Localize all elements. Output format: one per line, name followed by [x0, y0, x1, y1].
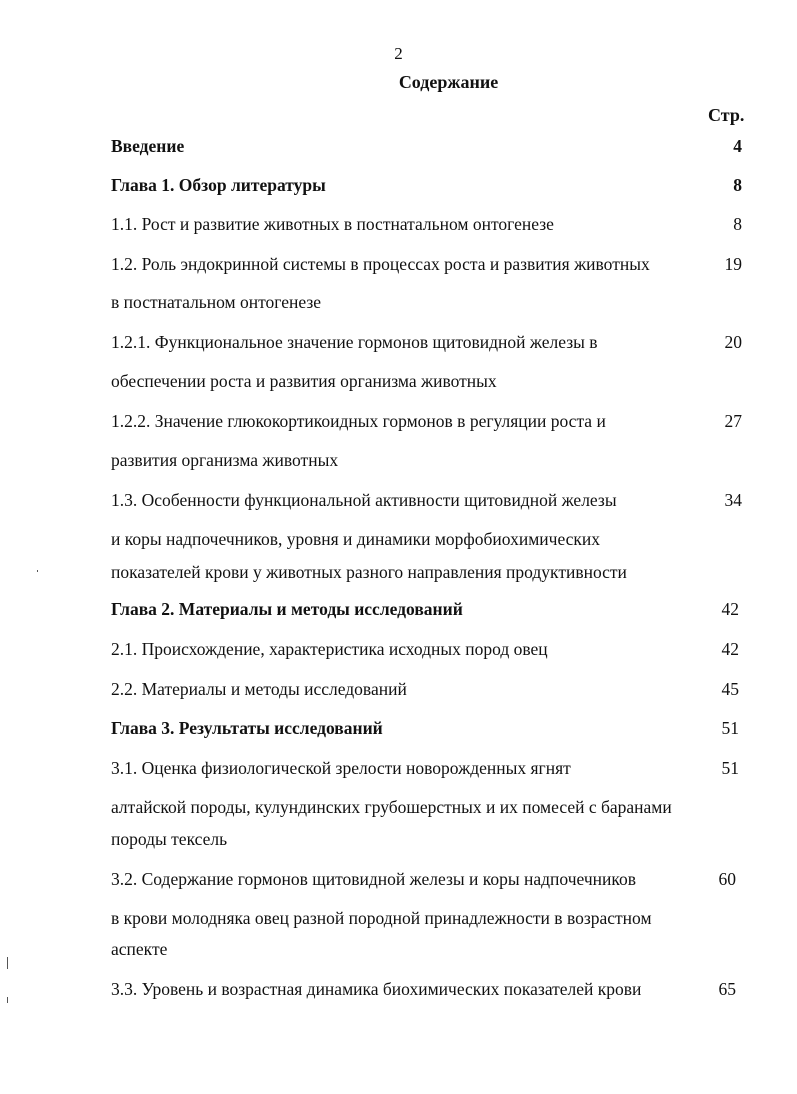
toc-page-3-1: 51: [721, 758, 739, 778]
toc-entry-1-2-line-2: в постнатальном онтогенезе: [111, 292, 322, 312]
toc-entry-3-1-line-2: алтайской породы, кулундинских грубошерстных и их помесей с баранами: [111, 797, 672, 817]
toc-entry-chapter-2: Глава 2. Материалы и методы исследований: [111, 599, 463, 619]
toc-entry-1-2-2-line-1: 1.2.2. Значение глюкокортикоидных гормонов в регуляции роста и: [111, 411, 606, 431]
toc-page-1-3: 34: [724, 490, 742, 510]
toc-entry-1-2-2-line-2: развития организма животных: [111, 450, 339, 470]
toc-entry-intro: Введение: [111, 136, 185, 156]
toc-entry-1-3-line-2: и коры надпочечников, уровня и динамики морфобиохимических: [111, 529, 601, 549]
toc-entry-1-2-line-1: 1.2. Роль эндокринной системы в процессах роста и развития животных: [111, 254, 650, 274]
scan-mark: [37, 570, 38, 572]
toc-page-2-2: 45: [721, 679, 739, 699]
toc-entry-1-2-1-line-1: 1.2.1. Функциональное значение гормонов щитовидной железы в: [111, 332, 598, 352]
toc-entry-1-2-1-line-2: обеспечении роста и развития организма животных: [111, 371, 497, 391]
toc-entry-chapter-1: Глава 1. Обзор литературы: [111, 175, 326, 195]
toc-page-intro: 4: [733, 136, 742, 156]
toc-entry-3-2-line-2: в крови молодняка овец разной породной принадлежности в возрастном: [111, 908, 652, 928]
toc-entry-3-3: 3.3. Уровень и возрастная динамика биохимических показателей крови: [111, 979, 642, 999]
scan-mark: [7, 957, 8, 969]
toc-entry-3-1-line-1: 3.1. Оценка физиологической зрелости новорожденных ягнят: [111, 758, 571, 778]
toc-page-1-2: 19: [724, 254, 742, 274]
toc-page-chapter-2: 42: [721, 599, 739, 619]
toc-entry-2-2: 2.2. Материалы и методы исследований: [111, 679, 407, 699]
toc-page-2-1: 42: [721, 639, 739, 659]
toc-entry-3-1-line-3: породы тексель: [111, 829, 228, 849]
page-column-header: Стр.: [708, 105, 745, 125]
toc-page-chapter-1: 8: [733, 175, 742, 195]
toc-page-1-1: 8: [733, 214, 742, 234]
toc-page-3-2: 60: [718, 869, 736, 889]
toc-page-3-3: 65: [718, 979, 736, 999]
toc-page-1-2-1: 20: [724, 332, 742, 352]
toc-entry-1-3-line-3: показателей крови у животных разного направления продуктивности: [111, 562, 627, 582]
page-number: 2: [394, 44, 403, 63]
toc-entry-2-1: 2.1. Происхождение, характеристика исходных пород овец: [111, 639, 548, 659]
toc-entry-3-2-line-3: аспекте: [111, 939, 168, 959]
toc-entry-3-2-line-1: 3.2. Содержание гормонов щитовидной железы и коры надпочечников: [111, 869, 637, 889]
toc-entry-1-3-line-1: 1.3. Особенности функциональной активности щитовидной железы: [111, 490, 617, 510]
scan-mark: [7, 997, 8, 1003]
toc-entry-chapter-3: Глава 3. Результаты исследований: [111, 718, 383, 738]
toc-entry-1-1: 1.1. Рост и развитие животных в постнатальном онтогенезе: [111, 214, 554, 234]
toc-page-1-2-2: 27: [724, 411, 742, 431]
page-title: Содержание: [398, 72, 499, 92]
toc-page-chapter-3: 51: [721, 718, 739, 738]
